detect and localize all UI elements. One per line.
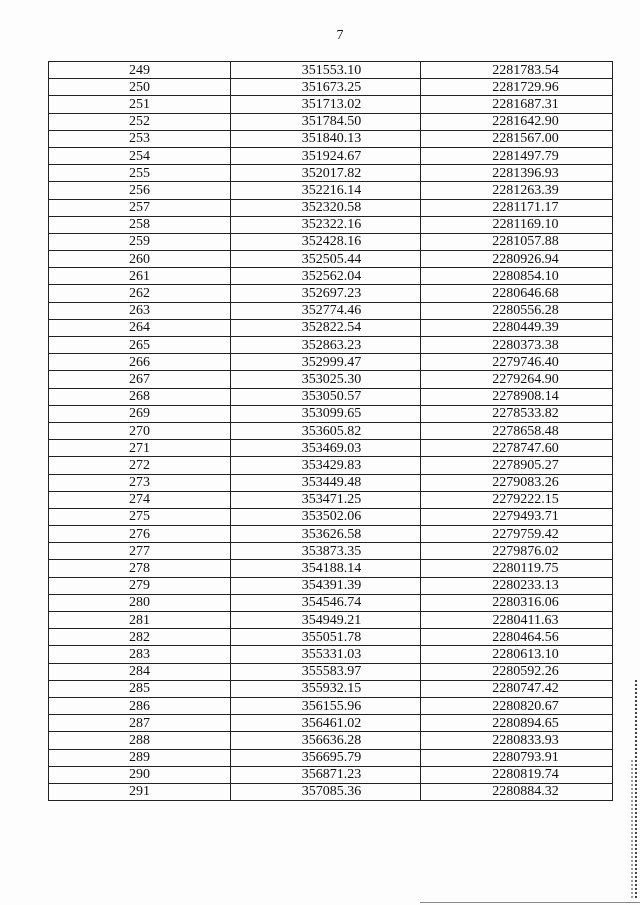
y-coordinate-cell: 2281169.10 (421, 216, 613, 233)
y-coordinate-cell: 2279759.42 (421, 526, 613, 543)
point-number-cell: 269 (49, 405, 231, 422)
table-row (49, 405, 613, 422)
x-coordinate-cell: 352774.46 (231, 302, 421, 319)
table-row (49, 474, 613, 491)
y-coordinate-cell: 2281497.79 (421, 147, 613, 164)
point-number-cell: 257 (49, 199, 231, 216)
x-coordinate-cell: 351673.25 (231, 79, 421, 96)
y-coordinate-cell: 2281567.00 (421, 130, 613, 147)
x-coordinate-cell: 356461.02 (231, 715, 421, 732)
point-number-cell: 260 (49, 251, 231, 268)
y-coordinate-cell: 2278747.60 (421, 440, 613, 457)
y-coordinate-cell: 2280819.74 (421, 766, 613, 783)
y-coordinate-cell: 2279746.40 (421, 354, 613, 371)
x-coordinate-cell: 353429.83 (231, 457, 421, 474)
table-row (49, 79, 613, 96)
x-coordinate-cell: 352863.23 (231, 337, 421, 354)
table-row (49, 508, 613, 525)
y-coordinate-cell: 2278658.48 (421, 422, 613, 439)
point-number-cell: 276 (49, 526, 231, 543)
point-number-cell: 267 (49, 371, 231, 388)
table-row (49, 130, 613, 147)
x-coordinate-cell: 352822.54 (231, 319, 421, 336)
scan-edge-mark (635, 680, 637, 900)
point-number-cell: 258 (49, 216, 231, 233)
x-coordinate-cell: 356636.28 (231, 732, 421, 749)
y-coordinate-cell: 2279264.90 (421, 371, 613, 388)
table-row (49, 526, 613, 543)
x-coordinate-cell: 353605.82 (231, 422, 421, 439)
point-number-cell: 251 (49, 96, 231, 113)
point-number-cell: 264 (49, 319, 231, 336)
y-coordinate-cell: 2280449.39 (421, 319, 613, 336)
x-coordinate-cell: 352697.23 (231, 285, 421, 302)
x-coordinate-cell: 353626.58 (231, 526, 421, 543)
table-row (49, 646, 613, 663)
x-coordinate-cell: 354391.39 (231, 577, 421, 594)
x-coordinate-cell: 352999.47 (231, 354, 421, 371)
x-coordinate-cell: 353025.30 (231, 371, 421, 388)
table-row (49, 251, 613, 268)
y-coordinate-cell: 2279493.71 (421, 508, 613, 525)
table-row (49, 491, 613, 508)
scan-edge-mark (631, 760, 633, 900)
point-number-cell: 249 (49, 62, 231, 79)
point-number-cell: 278 (49, 560, 231, 577)
x-coordinate-cell: 356695.79 (231, 749, 421, 766)
table-row (49, 440, 613, 457)
y-coordinate-cell: 2280884.32 (421, 783, 613, 800)
point-number-cell: 265 (49, 337, 231, 354)
x-coordinate-cell: 352216.14 (231, 182, 421, 199)
table-row (49, 749, 613, 766)
point-number-cell: 289 (49, 749, 231, 766)
table-row (49, 113, 613, 130)
table-row (49, 543, 613, 560)
point-number-cell: 285 (49, 680, 231, 697)
x-coordinate-cell: 351924.67 (231, 147, 421, 164)
y-coordinate-cell: 2280646.68 (421, 285, 613, 302)
x-coordinate-cell: 353502.06 (231, 508, 421, 525)
y-coordinate-cell: 2279222.15 (421, 491, 613, 508)
table-row (49, 612, 613, 629)
x-coordinate-cell: 355331.03 (231, 646, 421, 663)
point-number-cell: 288 (49, 732, 231, 749)
y-coordinate-cell: 2281687.31 (421, 96, 613, 113)
x-coordinate-cell: 356871.23 (231, 766, 421, 783)
table-row (49, 182, 613, 199)
y-coordinate-cell: 2281783.54 (421, 62, 613, 79)
table-row (49, 268, 613, 285)
table-row (49, 715, 613, 732)
point-number-cell: 270 (49, 422, 231, 439)
y-coordinate-cell: 2280747.42 (421, 680, 613, 697)
y-coordinate-cell: 2279083.26 (421, 474, 613, 491)
point-number-cell: 268 (49, 388, 231, 405)
y-coordinate-cell: 2280820.67 (421, 697, 613, 714)
table-row (49, 732, 613, 749)
table-row (49, 577, 613, 594)
x-coordinate-cell: 356155.96 (231, 697, 421, 714)
point-number-cell: 279 (49, 577, 231, 594)
table-row (49, 337, 613, 354)
y-coordinate-cell: 2278908.14 (421, 388, 613, 405)
table-row (49, 319, 613, 336)
y-coordinate-cell: 2280926.94 (421, 251, 613, 268)
point-number-cell: 280 (49, 594, 231, 611)
point-number-cell: 283 (49, 646, 231, 663)
point-number-cell: 262 (49, 285, 231, 302)
table-row (49, 697, 613, 714)
y-coordinate-cell: 2280411.63 (421, 612, 613, 629)
table-row (49, 354, 613, 371)
y-coordinate-cell: 2281263.39 (421, 182, 613, 199)
table-row (49, 663, 613, 680)
table-row (49, 371, 613, 388)
x-coordinate-cell: 355051.78 (231, 629, 421, 646)
table-row (49, 147, 613, 164)
y-coordinate-cell: 2280316.06 (421, 594, 613, 611)
x-coordinate-cell: 354188.14 (231, 560, 421, 577)
table-row (49, 680, 613, 697)
table-row (49, 766, 613, 783)
point-number-cell: 291 (49, 783, 231, 800)
y-coordinate-cell: 2281729.96 (421, 79, 613, 96)
y-coordinate-cell: 2281642.90 (421, 113, 613, 130)
point-number-cell: 282 (49, 629, 231, 646)
table-row (49, 388, 613, 405)
point-number-cell: 272 (49, 457, 231, 474)
point-number-cell: 261 (49, 268, 231, 285)
table-row (49, 96, 613, 113)
point-number-cell: 271 (49, 440, 231, 457)
x-coordinate-cell: 351553.10 (231, 62, 421, 79)
point-number-cell: 250 (49, 79, 231, 96)
x-coordinate-cell: 353469.03 (231, 440, 421, 457)
point-number-cell: 274 (49, 491, 231, 508)
x-coordinate-cell: 354546.74 (231, 594, 421, 611)
table-row (49, 629, 613, 646)
x-coordinate-cell: 353449.48 (231, 474, 421, 491)
x-coordinate-cell: 352320.58 (231, 199, 421, 216)
point-number-cell: 275 (49, 508, 231, 525)
x-coordinate-cell: 352428.16 (231, 233, 421, 250)
coordinates-table (48, 61, 613, 801)
point-number-cell: 263 (49, 302, 231, 319)
point-number-cell: 255 (49, 165, 231, 182)
x-coordinate-cell: 351713.02 (231, 96, 421, 113)
table-row (49, 302, 613, 319)
point-number-cell: 287 (49, 715, 231, 732)
x-coordinate-cell: 351840.13 (231, 130, 421, 147)
x-coordinate-cell: 353099.65 (231, 405, 421, 422)
x-coordinate-cell: 355583.97 (231, 663, 421, 680)
table-row (49, 285, 613, 302)
y-coordinate-cell: 2281396.93 (421, 165, 613, 182)
point-number-cell: 273 (49, 474, 231, 491)
y-coordinate-cell: 2280556.28 (421, 302, 613, 319)
x-coordinate-cell: 355932.15 (231, 680, 421, 697)
x-coordinate-cell: 353873.35 (231, 543, 421, 560)
table-row (49, 783, 613, 800)
point-number-cell: 256 (49, 182, 231, 199)
point-number-cell: 286 (49, 697, 231, 714)
y-coordinate-cell: 2280833.93 (421, 732, 613, 749)
y-coordinate-cell: 2279876.02 (421, 543, 613, 560)
x-coordinate-cell: 354949.21 (231, 612, 421, 629)
point-number-cell: 259 (49, 233, 231, 250)
page-number: 7 (336, 28, 344, 43)
y-coordinate-cell: 2280373.38 (421, 337, 613, 354)
table-row (49, 216, 613, 233)
y-coordinate-cell: 2281057.88 (421, 233, 613, 250)
x-coordinate-cell: 353050.57 (231, 388, 421, 405)
y-coordinate-cell: 2280894.65 (421, 715, 613, 732)
scan-bottom-edge (420, 902, 640, 903)
table-row (49, 422, 613, 439)
point-number-cell: 281 (49, 612, 231, 629)
x-coordinate-cell: 352322.16 (231, 216, 421, 233)
x-coordinate-cell: 353471.25 (231, 491, 421, 508)
point-number-cell: 277 (49, 543, 231, 560)
point-number-cell: 253 (49, 130, 231, 147)
y-coordinate-cell: 2280464.56 (421, 629, 613, 646)
y-coordinate-cell: 2280119.75 (421, 560, 613, 577)
table-row (49, 457, 613, 474)
y-coordinate-cell: 2278905.27 (421, 457, 613, 474)
x-coordinate-cell: 357085.36 (231, 783, 421, 800)
y-coordinate-cell: 2280793.91 (421, 749, 613, 766)
y-coordinate-cell: 2278533.82 (421, 405, 613, 422)
point-number-cell: 252 (49, 113, 231, 130)
table-row (49, 594, 613, 611)
x-coordinate-cell: 351784.50 (231, 113, 421, 130)
y-coordinate-cell: 2280613.10 (421, 646, 613, 663)
x-coordinate-cell: 352505.44 (231, 251, 421, 268)
point-number-cell: 266 (49, 354, 231, 371)
point-number-cell: 254 (49, 147, 231, 164)
point-number-cell: 284 (49, 663, 231, 680)
y-coordinate-cell: 2280233.13 (421, 577, 613, 594)
table-row (49, 62, 613, 79)
y-coordinate-cell: 2281171.17 (421, 199, 613, 216)
table-row (49, 233, 613, 250)
y-coordinate-cell: 2280854.10 (421, 268, 613, 285)
table-row (49, 560, 613, 577)
point-number-cell: 290 (49, 766, 231, 783)
x-coordinate-cell: 352562.04 (231, 268, 421, 285)
x-coordinate-cell: 352017.82 (231, 165, 421, 182)
coordinates-table-body (49, 62, 613, 801)
table-row (49, 165, 613, 182)
y-coordinate-cell: 2280592.26 (421, 663, 613, 680)
table-row (49, 199, 613, 216)
